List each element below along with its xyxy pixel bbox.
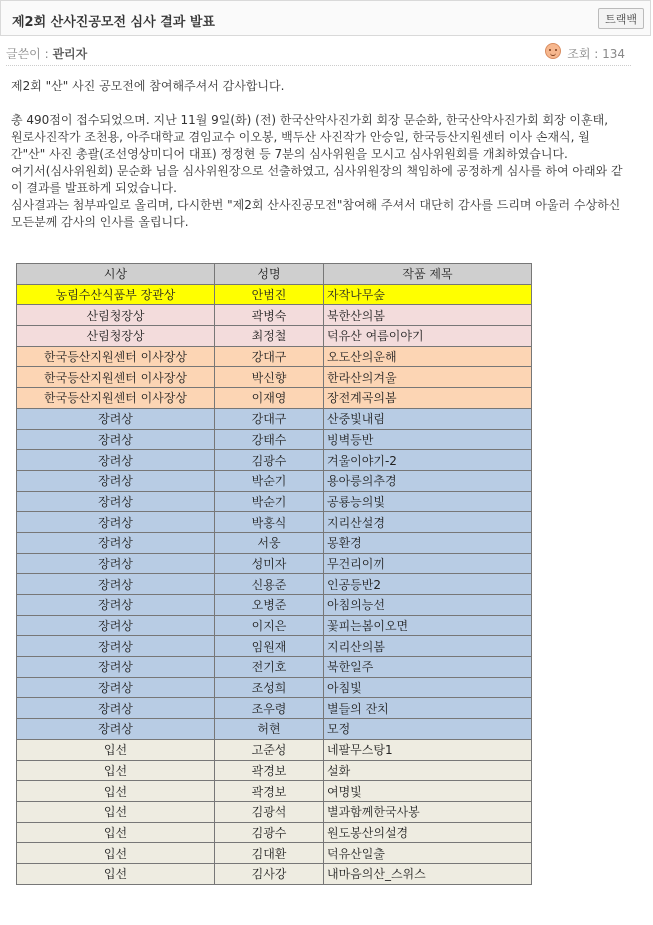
- table-row: [17, 574, 532, 595]
- table-row: [17, 450, 532, 471]
- name-cell: 안범진: [215, 284, 324, 305]
- table-row: [17, 615, 532, 636]
- work-cell: 공룡능의빛: [324, 491, 532, 512]
- award-cell: 장려상: [17, 574, 215, 595]
- work-cell: 북한산의봄: [324, 305, 532, 326]
- table-row: [17, 284, 532, 305]
- name-cell: 김광석: [215, 801, 324, 822]
- work-cell: 덕유산일출: [324, 843, 532, 864]
- award-cell: 장려상: [17, 595, 215, 616]
- award-cell: 장려상: [17, 470, 215, 491]
- name-cell: 강태수: [215, 429, 324, 450]
- award-cell: 장려상: [17, 532, 215, 553]
- award-cell: 장려상: [17, 553, 215, 574]
- table-row: [17, 760, 532, 781]
- name-cell: 서웅: [215, 532, 324, 553]
- divider: [6, 65, 631, 66]
- work-cell: 산중빛내림: [324, 408, 532, 429]
- name-cell: 허현: [215, 719, 324, 740]
- table-row: [17, 470, 532, 491]
- award-cell: 입선: [17, 843, 215, 864]
- table-header-row: [17, 264, 532, 285]
- name-cell: 김사강: [215, 863, 324, 884]
- table-row: [17, 346, 532, 367]
- award-cell: 장려상: [17, 636, 215, 657]
- header-name: 성명: [215, 264, 324, 285]
- name-cell: 임원재: [215, 636, 324, 657]
- name-cell: 박순기: [215, 491, 324, 512]
- work-cell: 설화: [324, 760, 532, 781]
- award-cell: 한국등산지원센터 이사장상: [17, 388, 215, 409]
- work-cell: 내마음의산_스위스: [324, 863, 532, 884]
- work-cell: 지리산의봄: [324, 636, 532, 657]
- post-meta: [0, 36, 651, 68]
- award-cell: 산림청장상: [17, 305, 215, 326]
- award-cell: 입선: [17, 760, 215, 781]
- table-row: [17, 719, 532, 740]
- table-row: [17, 822, 532, 843]
- work-cell: 빙벽등반: [324, 429, 532, 450]
- paragraph-2: 여기서(심사위원회) 문순화 님을 심사위원장으로 선출하였고, 심사위원장의 책임하에 공정하게 심사를 하여 아래와 같이 결과를 발표하게 되었습니다.: [11, 164, 623, 195]
- name-cell: 강대구: [215, 346, 324, 367]
- table-row: [17, 657, 532, 678]
- table-row: [17, 367, 532, 388]
- author-info: [6, 45, 87, 62]
- table-row: [17, 512, 532, 533]
- award-cell: 장려상: [17, 450, 215, 471]
- award-cell: 입선: [17, 822, 215, 843]
- award-cell: 농림수산식품부 장관상: [17, 284, 215, 305]
- award-cell: 입선: [17, 863, 215, 884]
- work-cell: 한라산의겨울: [324, 367, 532, 388]
- work-cell: 장전계곡의봄: [324, 388, 532, 409]
- name-cell: 전기호: [215, 657, 324, 678]
- award-cell: 입선: [17, 801, 215, 822]
- award-cell: 장려상: [17, 719, 215, 740]
- name-cell: 박순기: [215, 470, 324, 491]
- greeting-text: 제2회 "산" 사진 공모전에 참여해주셔서 감사합니다.: [11, 79, 285, 93]
- award-cell: 장려상: [17, 512, 215, 533]
- post-body: [11, 78, 623, 231]
- name-cell: 신용준: [215, 574, 324, 595]
- table-row: [17, 429, 532, 450]
- work-cell: 별들의 잔치: [324, 698, 532, 719]
- table-row: [17, 843, 532, 864]
- award-cell: 입선: [17, 739, 215, 760]
- smiley-face-icon: [545, 43, 561, 59]
- work-cell: 아침의능선: [324, 595, 532, 616]
- view-count: 조회 : 134: [567, 47, 625, 61]
- post-header: [0, 0, 651, 36]
- name-cell: 이지은: [215, 615, 324, 636]
- header-award: 시상: [17, 264, 215, 285]
- header-work: 작품 제목: [324, 264, 532, 285]
- table-row: [17, 863, 532, 884]
- paragraph-3: 심사결과는 첨부파일로 올리며, 다시한번 "제2회 산사진공모전"참여해 주셔서 대단히 감사를 드리며 아울러 수상하신 모든분께 감사의 인사를 올립니다.: [11, 198, 621, 229]
- table-row: [17, 677, 532, 698]
- award-cell: 장려상: [17, 615, 215, 636]
- work-cell: 원도봉산의설경: [324, 822, 532, 843]
- work-cell: 꽃피는봄이오면: [324, 615, 532, 636]
- work-cell: 용아릉의추경: [324, 470, 532, 491]
- table-row: [17, 636, 532, 657]
- name-cell: 조성희: [215, 677, 324, 698]
- work-cell: 아침빛: [324, 677, 532, 698]
- table-row: [17, 698, 532, 719]
- work-cell: 지리산설경: [324, 512, 532, 533]
- table-row: [17, 801, 532, 822]
- author-label: 글쓴이 :: [6, 47, 53, 61]
- award-cell: 장려상: [17, 408, 215, 429]
- work-cell: 네팔무스탕1: [324, 739, 532, 760]
- name-cell: 박홍식: [215, 512, 324, 533]
- award-cell: 입선: [17, 781, 215, 802]
- table-row: [17, 408, 532, 429]
- award-cell: 장려상: [17, 429, 215, 450]
- name-cell: 이재영: [215, 388, 324, 409]
- name-cell: 김광수: [215, 450, 324, 471]
- name-cell: 곽병숙: [215, 305, 324, 326]
- award-cell: 산림청장상: [17, 326, 215, 347]
- table-row: [17, 491, 532, 512]
- table-row: [17, 739, 532, 760]
- table-row: [17, 781, 532, 802]
- work-cell: 겨울이야기-2: [324, 450, 532, 471]
- award-cell: 장려상: [17, 491, 215, 512]
- table-row: [17, 305, 532, 326]
- name-cell: 성미자: [215, 553, 324, 574]
- table-row: [17, 595, 532, 616]
- name-cell: 강대구: [215, 408, 324, 429]
- name-cell: 김광수: [215, 822, 324, 843]
- award-cell: 장려상: [17, 657, 215, 678]
- work-cell: 모정: [324, 719, 532, 740]
- table-row: [17, 553, 532, 574]
- name-cell: 곽경보: [215, 760, 324, 781]
- work-cell: 여명빛: [324, 781, 532, 802]
- name-cell: 오병준: [215, 595, 324, 616]
- work-cell: 인공등반2: [324, 574, 532, 595]
- work-cell: 별과함께한국사봉: [324, 801, 532, 822]
- name-cell: 김대환: [215, 843, 324, 864]
- trackback-button[interactable]: 트랙백: [598, 8, 644, 29]
- work-cell: 오도산의운해: [324, 346, 532, 367]
- post-title: 제2회 산사진공모전 심사 결과 발표: [12, 15, 215, 30]
- name-cell: 고준성: [215, 739, 324, 760]
- work-cell: 덕유산 여름이야기: [324, 326, 532, 347]
- name-cell: 곽경보: [215, 781, 324, 802]
- table-row: [17, 532, 532, 553]
- work-cell: 북한일주: [324, 657, 532, 678]
- name-cell: 박신향: [215, 367, 324, 388]
- author-name[interactable]: 관리자: [52, 47, 88, 61]
- work-cell: 몽환경: [324, 532, 532, 553]
- award-cell: 장려상: [17, 698, 215, 719]
- award-cell: 한국등산지원센터 이사장상: [17, 367, 215, 388]
- work-cell: 무건리이끼: [324, 553, 532, 574]
- name-cell: 조우령: [215, 698, 324, 719]
- award-cell: 한국등산지원센터 이사장상: [17, 346, 215, 367]
- work-cell: 자작나무숲: [324, 284, 532, 305]
- award-cell: 장려상: [17, 677, 215, 698]
- table-row: [17, 326, 532, 347]
- paragraph-1: 총 490점이 접수되었으며. 지난 11월 9일(화) (전) 한국산악사진가회 회장 문순화, 한국산악사진가회 회장 이훈태, 원로사진작가 조천용, 아주대학교 겸임교수 이오봉, 백두산 사진작가 안승일, 한국등산지원센터 이사 손재식, 월간"산" 사진 총괄(조선영상미디어 대표) 정정현 등 7분의 심사위원을 모시고 심사위원회를 개최하였습니다.: [11, 113, 609, 161]
- results-table: [16, 263, 532, 885]
- name-cell: 최정철: [215, 326, 324, 347]
- table-row: [17, 388, 532, 409]
